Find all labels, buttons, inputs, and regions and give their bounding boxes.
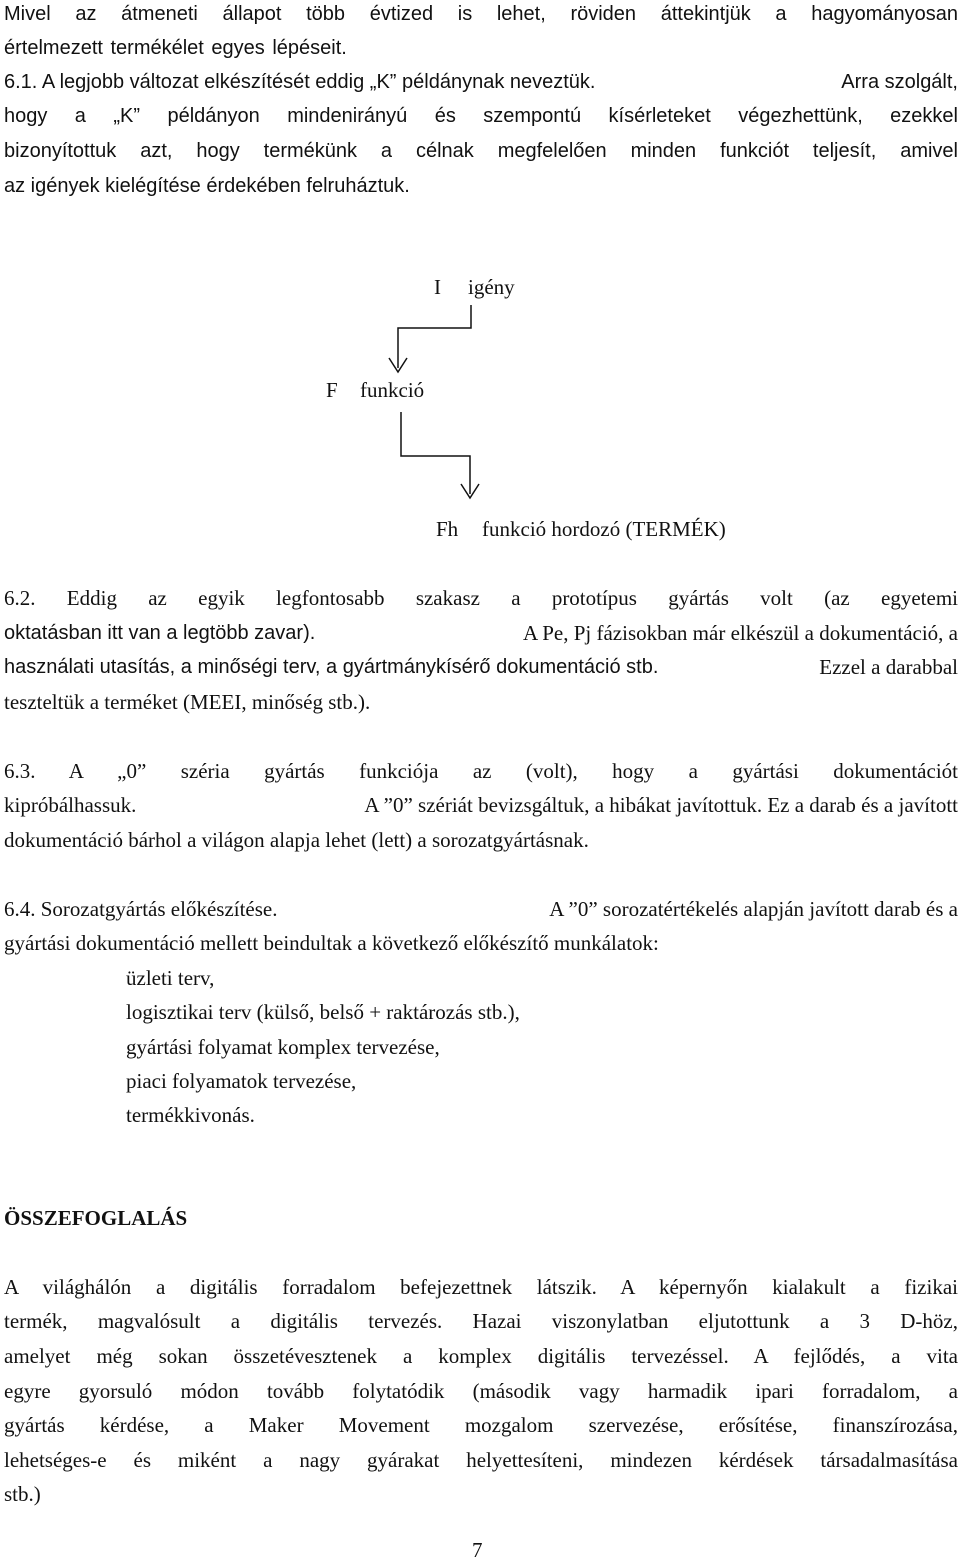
list-item: termékkivonás. <box>126 1103 255 1127</box>
intro-line-1: Mivel az átmeneti állapot több évtized is lehet, röviden áttekintjük a hagyományosan <box>4 3 958 25</box>
section-6-4-line-1 <box>4 897 958 921</box>
section-6-2-line-2-b: A Pe, Pj fázisokban már elkészül a dokumentáció, a <box>522 621 958 645</box>
section-6-3-line-2-b: A ”0” szériát bevizsgáltuk, a hibákat javítottuk. Ez a darab és a javított <box>364 793 958 817</box>
node-i-letter: I <box>434 275 441 299</box>
section-6-4-line-2: gyártási dokumentáció mellett beindultak a következő előkészítő munkálatok: <box>4 931 659 955</box>
summary-line: lehetséges-e és miként a nagy gyárakat helyettesíteni, mindezen kérdések társadalmasítása <box>4 1448 958 1472</box>
section-6-4-line-1-a: 6.4. Sorozatgyártás előkészítése. <box>4 897 278 921</box>
summary-line: termék, magvalósult a digitális tervezés. Hazai viszonylatban eljutottunk a 3 D-höz, <box>4 1309 958 1333</box>
node-fh-label: funkció hordozó (TERMÉK) <box>482 517 726 541</box>
list-item: üzleti terv, <box>126 966 215 990</box>
section-6-1-line-2: hogy a „K” példányon mindenirányú és szempontú kísérleteket végezhettünk, ezekkel <box>4 105 958 127</box>
section-6-1-line-4: az igények kielégítése érdekében felruháztuk. <box>4 175 410 197</box>
node-f-letter: F <box>326 378 338 402</box>
connector-f-to-fh <box>401 412 470 494</box>
intro-line-2: értelmezett termékélet egyes lépéseit. <box>4 37 347 59</box>
connector-i-to-f <box>398 305 471 368</box>
node-i-label: igény <box>468 275 515 299</box>
summary-last-line: stb.) <box>4 1482 41 1506</box>
summary-line: gyártás kérdése, a Maker Movement mozgalom szervezése, erősítése, finanszírozása, <box>4 1413 958 1437</box>
section-6-2-line-2-a: oktatásban itt van a legtöbb zavar). <box>4 622 316 644</box>
section-6-2-line-3 <box>4 655 958 679</box>
list-item: logisztikai terv (külső, belső + raktározás stb.), <box>126 1000 520 1024</box>
section-6-3-line-2 <box>4 793 958 817</box>
section-6-2-line-2 <box>4 621 958 645</box>
node-fh-letter: Fh <box>436 517 459 541</box>
page-number: 7 <box>472 1538 483 1562</box>
section-6-1-line-1-a: 6.1. A legjobb változat elkészítését eddig „K” példánynak neveztük. <box>4 71 596 93</box>
section-6-3-line-1: 6.3. A „0” széria gyártás funkciója az (volt), hogy a gyártási dokumentációt <box>4 759 958 783</box>
section-6-4-line-1-b: A ”0” sorozatértékelés alapján javított darab és a <box>549 897 958 921</box>
list-item: gyártási folyamat komplex tervezése, <box>126 1035 440 1059</box>
summary-line: amelyet még sokan összetévesztenek a komplex digitális tervezéssel. A fejlődés, a vita <box>4 1344 958 1368</box>
summary-line: egyre gyorsuló módon tovább folytatódik (második vagy harmadik ipari forradalom, a <box>4 1379 958 1403</box>
section-6-2-line-3-b: Ezzel a darabbal <box>819 655 958 679</box>
summary-heading: ÖSSZEFOGLALÁS <box>4 1206 188 1230</box>
summary-line: A világhálón a digitális forradalom befejezettnek látszik. A képernyőn kialakult a fizikai <box>4 1275 958 1299</box>
section-6-2-line-4: teszteltük a terméket (MEEI, minőség stb.). <box>4 690 371 714</box>
section-6-2-line-3-a: használati utasítás, a minőségi terv, a gyártmánykísérő dokumentáció stb. <box>4 656 659 678</box>
list-item: piaci folyamatok tervezése, <box>126 1069 357 1093</box>
node-f-label: funkció <box>360 378 425 402</box>
section-6-1-line-3: bizonyítottuk azt, hogy termékünk a célnak megfelelően minden funkciót teljesít, amivel <box>4 140 958 162</box>
section-6-1-line-1-b: Arra szolgált, <box>841 71 958 93</box>
section-6-3-line-3: dokumentáció bárhol a világon alapja lehet (lett) a sorozatgyártásnak. <box>4 828 589 852</box>
section-6-3-line-2-a: kipróbálhassuk. <box>4 793 137 817</box>
section-6-2-line-1: 6.2. Eddig az egyik legfontosabb szakasz a prototípus gyártás volt (az egyetemi <box>4 586 958 610</box>
